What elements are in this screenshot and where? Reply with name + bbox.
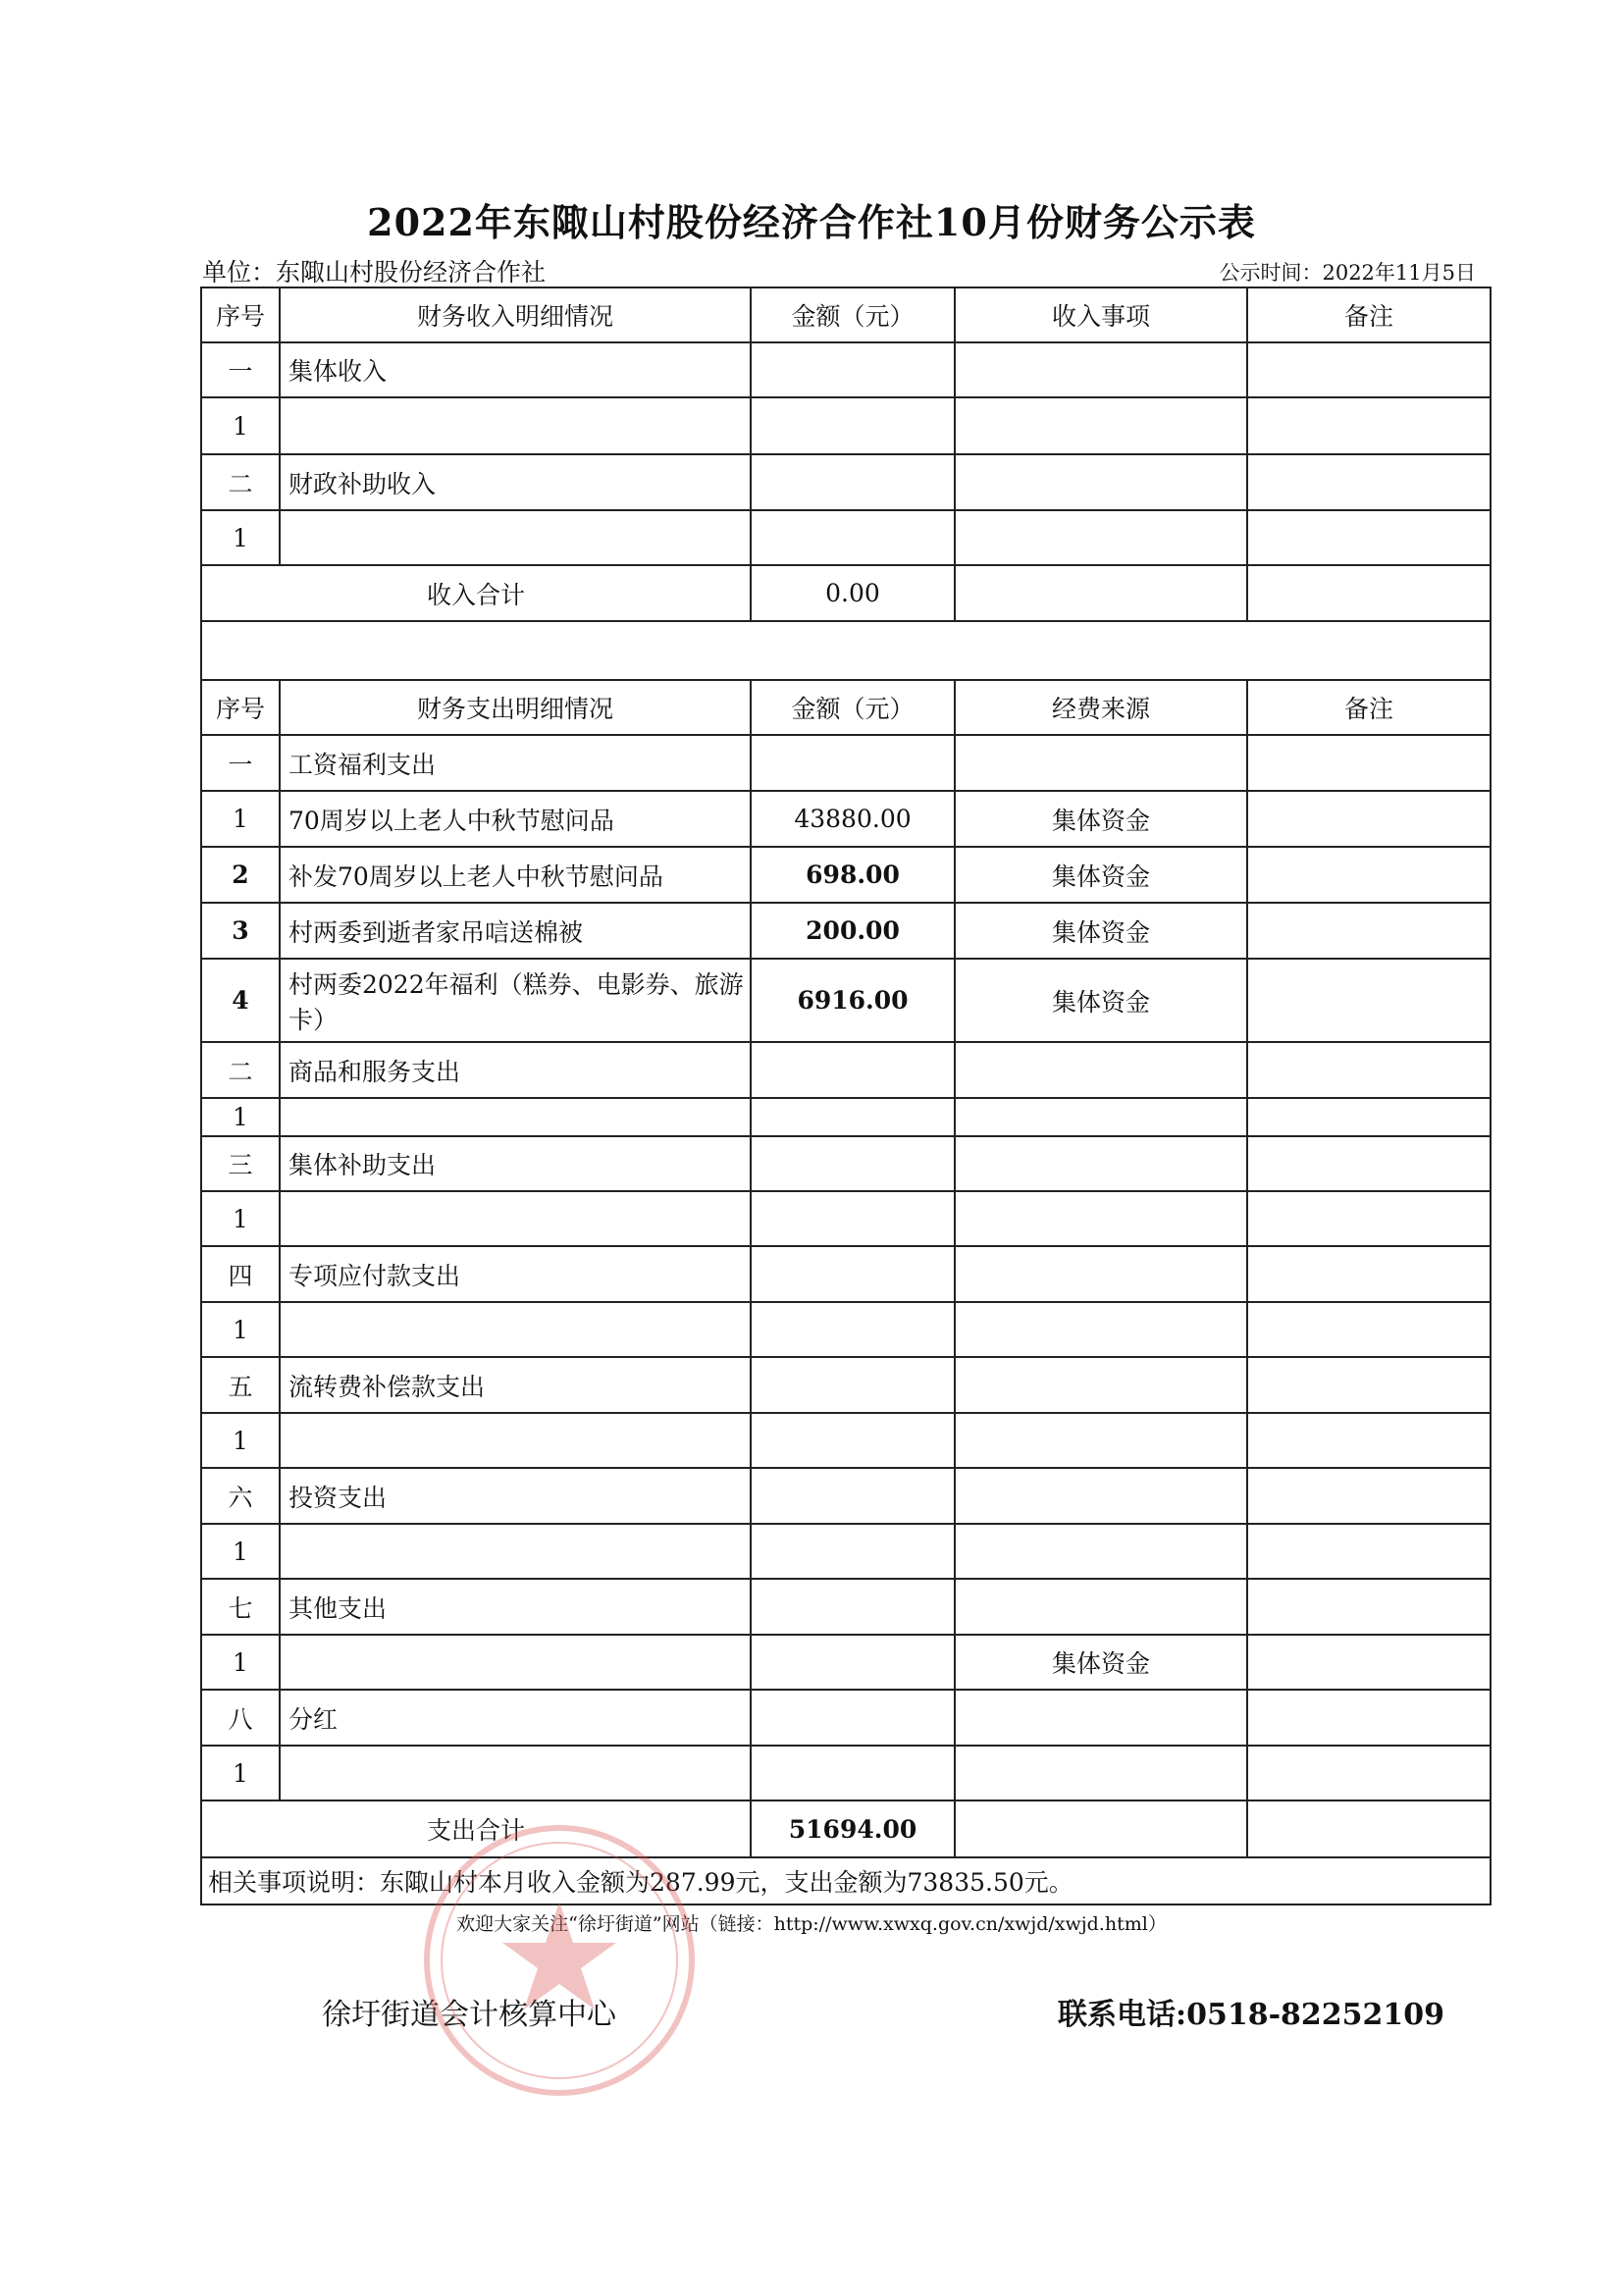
table-row bbox=[201, 1746, 1491, 1800]
income-total-row bbox=[201, 565, 1491, 621]
row-amount: 6916.00 bbox=[751, 959, 955, 1042]
table-row bbox=[201, 903, 1491, 959]
row-fund-source bbox=[955, 735, 1247, 791]
spacer-row bbox=[201, 621, 1491, 680]
row-note bbox=[1247, 1579, 1491, 1635]
row-number: 七 bbox=[201, 1579, 280, 1635]
table-row bbox=[201, 1302, 1491, 1357]
row-fund-source bbox=[955, 1746, 1247, 1800]
org-name: 徐圩街道会计核算中心 bbox=[322, 1998, 616, 2032]
table-row bbox=[201, 791, 1491, 847]
row-note bbox=[1247, 847, 1491, 903]
col-amount-header: 金额（元） bbox=[751, 287, 955, 342]
row-description bbox=[280, 1413, 751, 1468]
row-fund-source bbox=[955, 1579, 1247, 1635]
row-note bbox=[1247, 510, 1491, 565]
related-notes: 相关事项说明：东陬山村本月收入金额为287.99元，支出金额为73835.50元。 bbox=[201, 1857, 1491, 1905]
table-row bbox=[201, 1098, 1491, 1136]
row-amount: 200.00 bbox=[751, 903, 955, 959]
row-note bbox=[1247, 903, 1491, 959]
row-fund-source bbox=[955, 1042, 1247, 1098]
row-number: 四 bbox=[201, 1246, 280, 1302]
row-number: 三 bbox=[201, 1136, 280, 1191]
row-fund-source bbox=[955, 1690, 1247, 1746]
row-amount: 698.00 bbox=[751, 847, 955, 903]
row-amount bbox=[751, 1357, 955, 1413]
row-fund-source bbox=[955, 1302, 1247, 1357]
row-number: 一 bbox=[201, 735, 280, 791]
row-note bbox=[1247, 1690, 1491, 1746]
expense-total-row bbox=[201, 1800, 1491, 1857]
row-description: 其他支出 bbox=[280, 1579, 751, 1635]
row-income-item bbox=[955, 342, 1247, 397]
publish-time: 公示时间：2022年11月5日 bbox=[1219, 261, 1476, 285]
row-amount bbox=[751, 1746, 955, 1800]
row-note bbox=[1247, 1042, 1491, 1098]
row-note bbox=[1247, 1357, 1491, 1413]
table-row bbox=[201, 397, 1491, 454]
row-number: 1 bbox=[201, 1635, 280, 1690]
table-row bbox=[201, 1191, 1491, 1246]
row-note bbox=[1247, 1246, 1491, 1302]
row-fund-source bbox=[955, 1136, 1247, 1191]
row-number: 八 bbox=[201, 1690, 280, 1746]
row-note bbox=[1247, 791, 1491, 847]
table-row bbox=[201, 1357, 1491, 1413]
row-description bbox=[280, 510, 751, 565]
expense-total-amount: 51694.00 bbox=[751, 1800, 955, 1857]
row-note bbox=[1247, 1413, 1491, 1468]
table-row bbox=[201, 735, 1491, 791]
row-amount bbox=[751, 1690, 955, 1746]
row-amount bbox=[751, 510, 955, 565]
row-number: 2 bbox=[201, 847, 280, 903]
table-row bbox=[201, 454, 1491, 510]
row-description: 村两委2022年福利（糕券、电影券、旅游卡） bbox=[280, 959, 751, 1042]
row-fund-source: 集体资金 bbox=[955, 847, 1247, 903]
row-description bbox=[280, 1635, 751, 1690]
unit-label: 单位：东陬山村股份经济合作社 bbox=[202, 258, 547, 287]
website-link[interactable]: 欢迎大家关注“徐圩街道”网站（链接：http://www.xwxq.gov.cn/xwjd/xwjd.html） bbox=[456, 1913, 1167, 1935]
income-total-amount: 0.00 bbox=[751, 565, 955, 621]
row-number: 1 bbox=[201, 1302, 280, 1357]
row-number: 1 bbox=[201, 1746, 280, 1800]
row-number: 六 bbox=[201, 1468, 280, 1524]
col-no-header: 序号 bbox=[201, 680, 280, 735]
empty-cell bbox=[1247, 1800, 1491, 1857]
row-amount bbox=[751, 1136, 955, 1191]
row-number: 1 bbox=[201, 1098, 280, 1136]
row-amount bbox=[751, 1246, 955, 1302]
row-income-item bbox=[955, 397, 1247, 454]
row-note bbox=[1247, 959, 1491, 1042]
row-income-item bbox=[955, 454, 1247, 510]
table-row bbox=[201, 1579, 1491, 1635]
row-description: 投资支出 bbox=[280, 1468, 751, 1524]
empty-cell bbox=[1247, 565, 1491, 621]
table-row bbox=[201, 1635, 1491, 1690]
row-amount bbox=[751, 1524, 955, 1579]
row-amount bbox=[751, 397, 955, 454]
table-row bbox=[201, 1246, 1491, 1302]
row-number: 二 bbox=[201, 1042, 280, 1098]
row-description: 商品和服务支出 bbox=[280, 1042, 751, 1098]
row-description: 财政补助收入 bbox=[280, 454, 751, 510]
row-fund-source: 集体资金 bbox=[955, 1635, 1247, 1690]
row-number: 3 bbox=[201, 903, 280, 959]
row-number: 1 bbox=[201, 510, 280, 565]
expense-header-row bbox=[201, 680, 1491, 735]
table-row bbox=[201, 959, 1491, 1042]
row-fund-source bbox=[955, 1246, 1247, 1302]
table-row bbox=[201, 1042, 1491, 1098]
row-number: 4 bbox=[201, 959, 280, 1042]
empty-cell bbox=[955, 1800, 1247, 1857]
row-note bbox=[1247, 1468, 1491, 1524]
table-row bbox=[201, 510, 1491, 565]
row-fund-source bbox=[955, 1413, 1247, 1468]
col-amount-header: 金额（元） bbox=[751, 680, 955, 735]
finance-table bbox=[200, 287, 1492, 1905]
row-amount bbox=[751, 735, 955, 791]
row-note bbox=[1247, 397, 1491, 454]
row-income-item bbox=[955, 510, 1247, 565]
row-number: 1 bbox=[201, 397, 280, 454]
contact-phone: 联系电话:0518-82252109 bbox=[1058, 1998, 1445, 2032]
row-amount bbox=[751, 1468, 955, 1524]
table-row bbox=[201, 847, 1491, 903]
row-note bbox=[1247, 735, 1491, 791]
row-amount bbox=[751, 342, 955, 397]
row-description: 流转费补偿款支出 bbox=[280, 1357, 751, 1413]
row-fund-source bbox=[955, 1191, 1247, 1246]
table-row bbox=[201, 1136, 1491, 1191]
spacer-cell bbox=[201, 621, 1491, 680]
row-fund-source bbox=[955, 1098, 1247, 1136]
col-item-header: 经费来源 bbox=[955, 680, 1247, 735]
expense-total-label: 支出合计 bbox=[201, 1800, 751, 1857]
row-fund-source bbox=[955, 1357, 1247, 1413]
table-row bbox=[201, 1468, 1491, 1524]
row-amount bbox=[751, 1413, 955, 1468]
row-amount bbox=[751, 1579, 955, 1635]
note-row bbox=[201, 1857, 1491, 1905]
row-description bbox=[280, 1098, 751, 1136]
row-amount: 43880.00 bbox=[751, 791, 955, 847]
row-note bbox=[1247, 342, 1491, 397]
row-number: 五 bbox=[201, 1357, 280, 1413]
row-note bbox=[1247, 1524, 1491, 1579]
row-note bbox=[1247, 1098, 1491, 1136]
row-description: 集体补助支出 bbox=[280, 1136, 751, 1191]
row-number: 1 bbox=[201, 791, 280, 847]
row-number: 1 bbox=[201, 1413, 280, 1468]
row-fund-source bbox=[955, 1524, 1247, 1579]
row-description bbox=[280, 1524, 751, 1579]
row-description bbox=[280, 1191, 751, 1246]
row-fund-source: 集体资金 bbox=[955, 791, 1247, 847]
table-row bbox=[201, 1413, 1491, 1468]
row-amount bbox=[751, 1042, 955, 1098]
page-title: 2022年东陬山村股份经济合作社10月份财务公示表 bbox=[367, 200, 1256, 244]
row-amount bbox=[751, 1635, 955, 1690]
row-amount bbox=[751, 1302, 955, 1357]
row-description: 村两委到逝者家吊唁送棉被 bbox=[280, 903, 751, 959]
row-description bbox=[280, 1746, 751, 1800]
row-note bbox=[1247, 1136, 1491, 1191]
row-description: 工资福利支出 bbox=[280, 735, 751, 791]
row-number: 1 bbox=[201, 1191, 280, 1246]
row-note bbox=[1247, 1635, 1491, 1690]
row-amount bbox=[751, 1191, 955, 1246]
col-item-header: 收入事项 bbox=[955, 287, 1247, 342]
row-amount bbox=[751, 1098, 955, 1136]
col-no-header: 序号 bbox=[201, 287, 280, 342]
row-description: 分红 bbox=[280, 1690, 751, 1746]
row-number: 一 bbox=[201, 342, 280, 397]
red-star-seal-icon bbox=[412, 1813, 707, 2108]
row-number: 二 bbox=[201, 454, 280, 510]
row-fund-source: 集体资金 bbox=[955, 903, 1247, 959]
income-header-row bbox=[201, 287, 1491, 342]
table-row bbox=[201, 1690, 1491, 1746]
row-description bbox=[280, 1302, 751, 1357]
col-note-header: 备注 bbox=[1247, 680, 1491, 735]
row-fund-source: 集体资金 bbox=[955, 959, 1247, 1042]
table-row bbox=[201, 1524, 1491, 1579]
row-amount bbox=[751, 454, 955, 510]
col-desc-header: 财务支出明细情况 bbox=[280, 680, 751, 735]
row-description: 补发70周岁以上老人中秋节慰问品 bbox=[280, 847, 751, 903]
col-note-header: 备注 bbox=[1247, 287, 1491, 342]
row-note bbox=[1247, 1302, 1491, 1357]
row-note bbox=[1247, 1746, 1491, 1800]
row-description bbox=[280, 397, 751, 454]
table-row bbox=[201, 342, 1491, 397]
row-description: 专项应付款支出 bbox=[280, 1246, 751, 1302]
row-description: 70周岁以上老人中秋节慰问品 bbox=[280, 791, 751, 847]
empty-cell bbox=[955, 565, 1247, 621]
col-desc-header: 财务收入明细情况 bbox=[280, 287, 751, 342]
row-note bbox=[1247, 1191, 1491, 1246]
row-description: 集体收入 bbox=[280, 342, 751, 397]
row-number: 1 bbox=[201, 1524, 280, 1579]
income-total-label: 收入合计 bbox=[201, 565, 751, 621]
row-note bbox=[1247, 454, 1491, 510]
row-fund-source bbox=[955, 1468, 1247, 1524]
finance-table-body bbox=[201, 287, 1491, 1905]
